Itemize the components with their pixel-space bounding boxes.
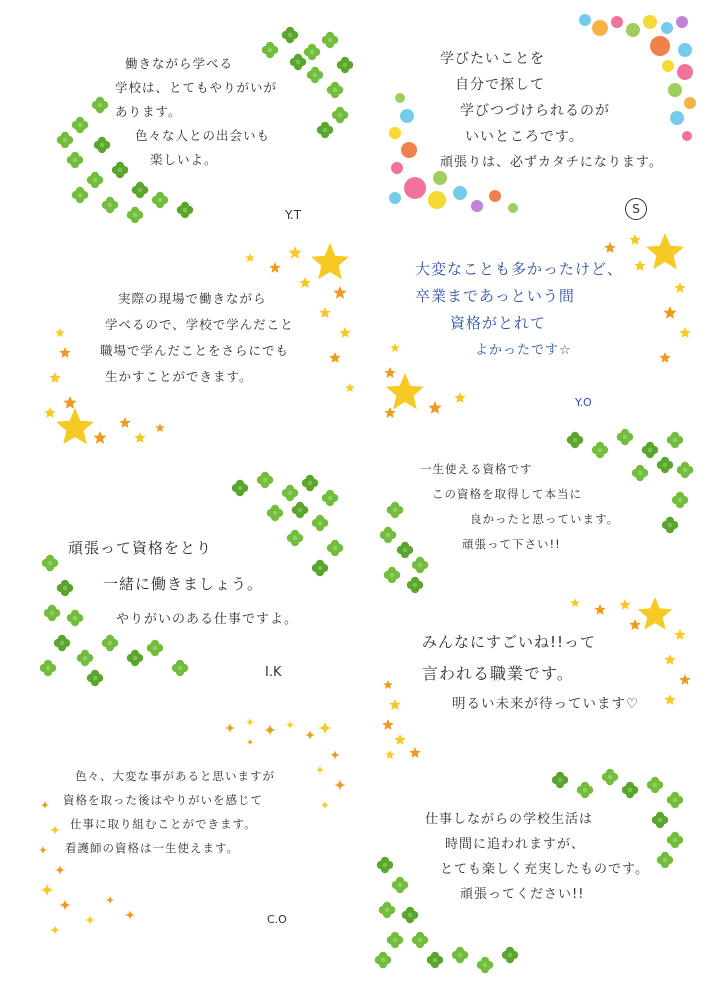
message-line: 色々な人との出会いも <box>135 128 271 143</box>
message-line: 言われる職業です。 <box>422 664 574 683</box>
message-text <box>425 807 649 907</box>
card-star-2 <box>380 595 700 770</box>
card-clover-3 <box>375 765 700 980</box>
message-line: みんなにすごいね!!って <box>422 633 597 651</box>
message-line: 色々、大変な事があると思いますが <box>75 769 275 783</box>
message-text <box>68 530 298 638</box>
signature: C.O <box>267 913 287 926</box>
message-line: 実際の現場で働きながら <box>118 291 267 306</box>
message-line: 頑張って資格をとり <box>68 539 213 557</box>
message-line: 仕事しながらの学校生活は <box>425 812 594 827</box>
message-line: 時間に追われますが、 <box>445 837 586 852</box>
card-clover-2 <box>380 425 700 595</box>
message-line: 生かすことができます。 <box>105 369 253 384</box>
signature: I.K <box>265 665 282 680</box>
message-line: 自分で探して <box>455 77 545 93</box>
message-line: 学校は、とてもやりがいが <box>115 80 278 95</box>
message-line: 職場で学んだことをさらにでも <box>100 343 290 358</box>
card-co <box>35 710 360 950</box>
message-line: 仕事に取り組むことができます。 <box>70 817 257 831</box>
message-line: 明るい未来が待っています♡ <box>452 696 640 712</box>
message-line: よかったです☆ <box>475 343 572 358</box>
card-yo <box>380 228 700 423</box>
signature: Y.T <box>285 208 302 222</box>
message-line: 学びつづけられるのが <box>460 103 610 119</box>
message-line: 頑張ってください!! <box>460 887 585 902</box>
card-s <box>385 8 700 233</box>
message-line: 頑張って下さい!! <box>462 537 561 551</box>
message-line: この資格を取得して本当に <box>432 487 582 501</box>
message-text <box>100 286 294 390</box>
message-line: 良かったと思っています。 <box>470 512 620 526</box>
message-line: やりがいのある仕事ですよ。 <box>116 612 299 627</box>
message-line: 学びたいことを <box>440 51 545 67</box>
message-line: 卒業まであっという間 <box>415 287 575 305</box>
message-line: 一生使える資格です <box>420 462 533 476</box>
card-star-1 <box>40 238 360 448</box>
message-line: 働きながら学べる <box>125 56 234 71</box>
signature-initial: S <box>632 202 640 216</box>
message-text <box>63 764 275 860</box>
message-text <box>415 256 623 364</box>
message-text <box>440 46 663 176</box>
card-yt <box>40 10 360 235</box>
message-line: 頑張りは、必ずカタチになります。 <box>440 155 663 170</box>
message-line: 資格を取った後はやりがいを感じて <box>63 793 263 807</box>
message-line: あります。 <box>115 104 182 119</box>
message-line: いいところです。 <box>465 129 584 145</box>
message-line: 一緒に働きましょう。 <box>103 575 264 593</box>
message-line: 看護師の資格は一生使えます。 <box>65 841 240 855</box>
signature: Y.O <box>575 396 592 409</box>
message-text <box>420 457 619 557</box>
message-text <box>115 52 278 172</box>
message-line: 学べるので、学校で学んだこと <box>105 317 294 332</box>
message-text <box>422 627 639 720</box>
message-line: 大変なことも多かったけど、 <box>415 260 624 278</box>
card-ik <box>40 468 360 700</box>
message-line: 資格がとれて <box>450 314 547 332</box>
message-line: とても楽しく充実したものです。 <box>440 862 649 877</box>
signature <box>625 198 647 220</box>
message-line: 楽しいよ。 <box>150 152 218 167</box>
